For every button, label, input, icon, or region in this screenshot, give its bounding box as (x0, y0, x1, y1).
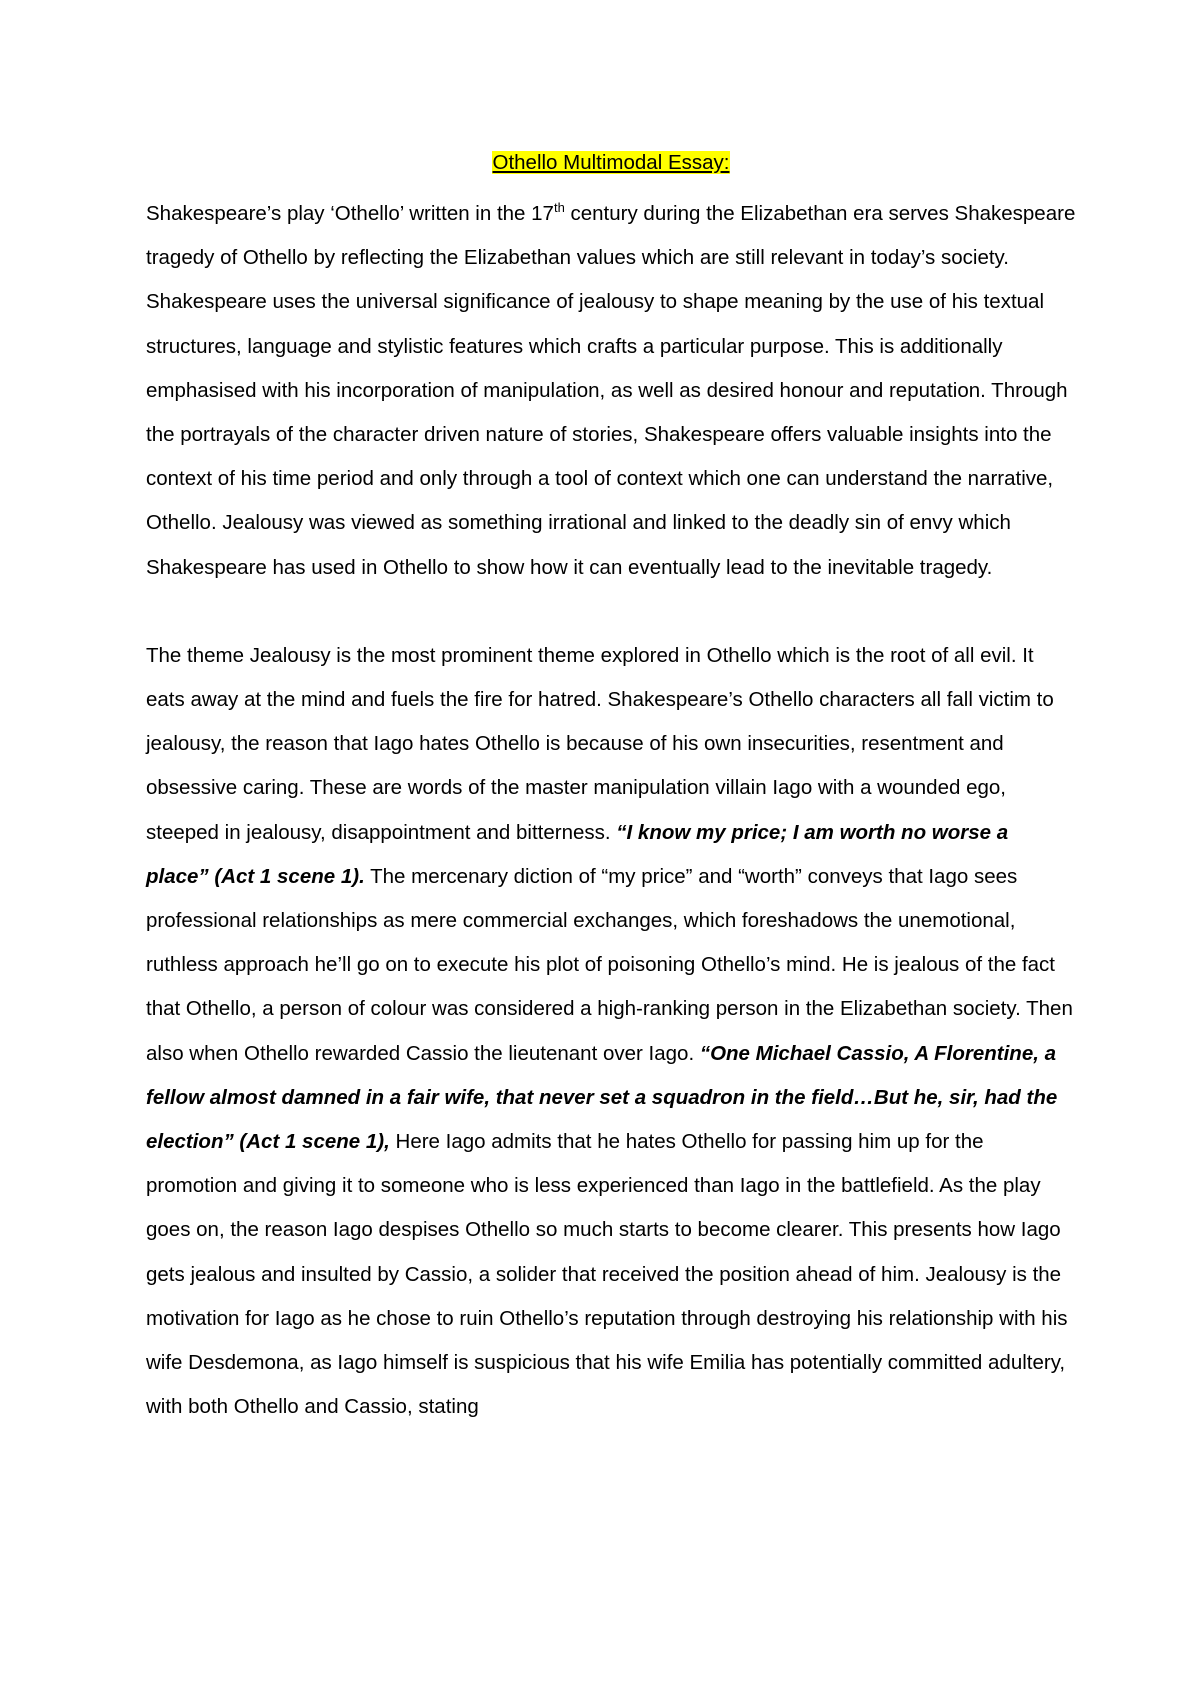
intro-text-part1: Shakespeare’s play ‘Othello’ written in the 17 (146, 202, 554, 225)
jealousy-text-part2: The mercenary diction of “my price” and “worth” conveys that Iago sees professional relationships as mere commercial exchanges, which foreshadows the unemotional, ruthless approach he’ll go on to execute his plot of poisoning Othello’s mind. He is jealous of the fact that Othello, a person of colour was considered a high-ranking person in the Elizabethan society. Then also when Othello rewarded Cassio the lieutenant over Iago. (146, 864, 1073, 1065)
quote-my-price: “I know my price; I am worth no worse a place” (Act 1 scene 1). (146, 820, 1009, 888)
ordinal-suffix: th (553, 200, 565, 215)
paragraph-jealousy (146, 634, 1076, 1430)
title-line (146, 146, 1076, 180)
document-body (146, 146, 1076, 1429)
intro-text-part2: century during the Elizabethan era serves Shakespeare tragedy of Othello by reflecting the Elizabethan values which are still relevant in today’s society. Shakespeare uses the universal significance of jealousy to shape meaning by the use of his textual structures, language and stylistic features which crafts a particular purpose. This is additionally emphasised with his incorporation of manipulation, as well as desired honour and reputation. Through the portrayals of the character driven nature of stories, Shakespeare offers valuable insights into the context of his time period and only through a tool of context which one can understand the narrative, Othello. Jealousy was viewed as something irrational and linked to the deadly sin of envy which Shakespeare has used in Othello to show how it can eventually lead to the inevitable tragedy. (146, 202, 1076, 579)
jealousy-text-part3: Here Iago admits that he hates Othello for passing him up for the promotion and giving it to someone who is less experienced than Iago in the battlefield. As the play goes on, the reason Iago despises Othello so much starts to become clearer. This presents how Iago gets jealous and insulted by Cassio, a solider that received the position ahead of him. Jealousy is the motivation for Iago as he chose to ruin Othello’s reputation through destroying his relationship with his wife Desdemona, as Iago himself is suspicious that his wife Emilia has potentially committed adultery, with both Othello and Cassio, stating (146, 1130, 1068, 1419)
essay-title: Othello Multimodal Essay: (492, 151, 730, 174)
jealousy-text-part1: The theme Jealousy is the most prominent theme explored in Othello which is the root of all evil. It eats away at the mind and fuels the fire for hatred. Shakespeare’s Othello characters all fall victim to jealousy, the reason that Iago hates Othello is because of his own insecurities, resentment and obsessive caring. These are words of the master manipulation villain Iago with a wounded ego, steeped in jealousy, disappointment and bitterness. (146, 643, 1054, 844)
quote-michael-cassio: “One Michael Cassio, A Florentine, a fellow almost damned in a fair wife, that never set a squadron in the field…But he, sir, had the election” (Act 1 scene 1), (146, 1041, 1058, 1154)
paragraph-intro (146, 192, 1076, 590)
